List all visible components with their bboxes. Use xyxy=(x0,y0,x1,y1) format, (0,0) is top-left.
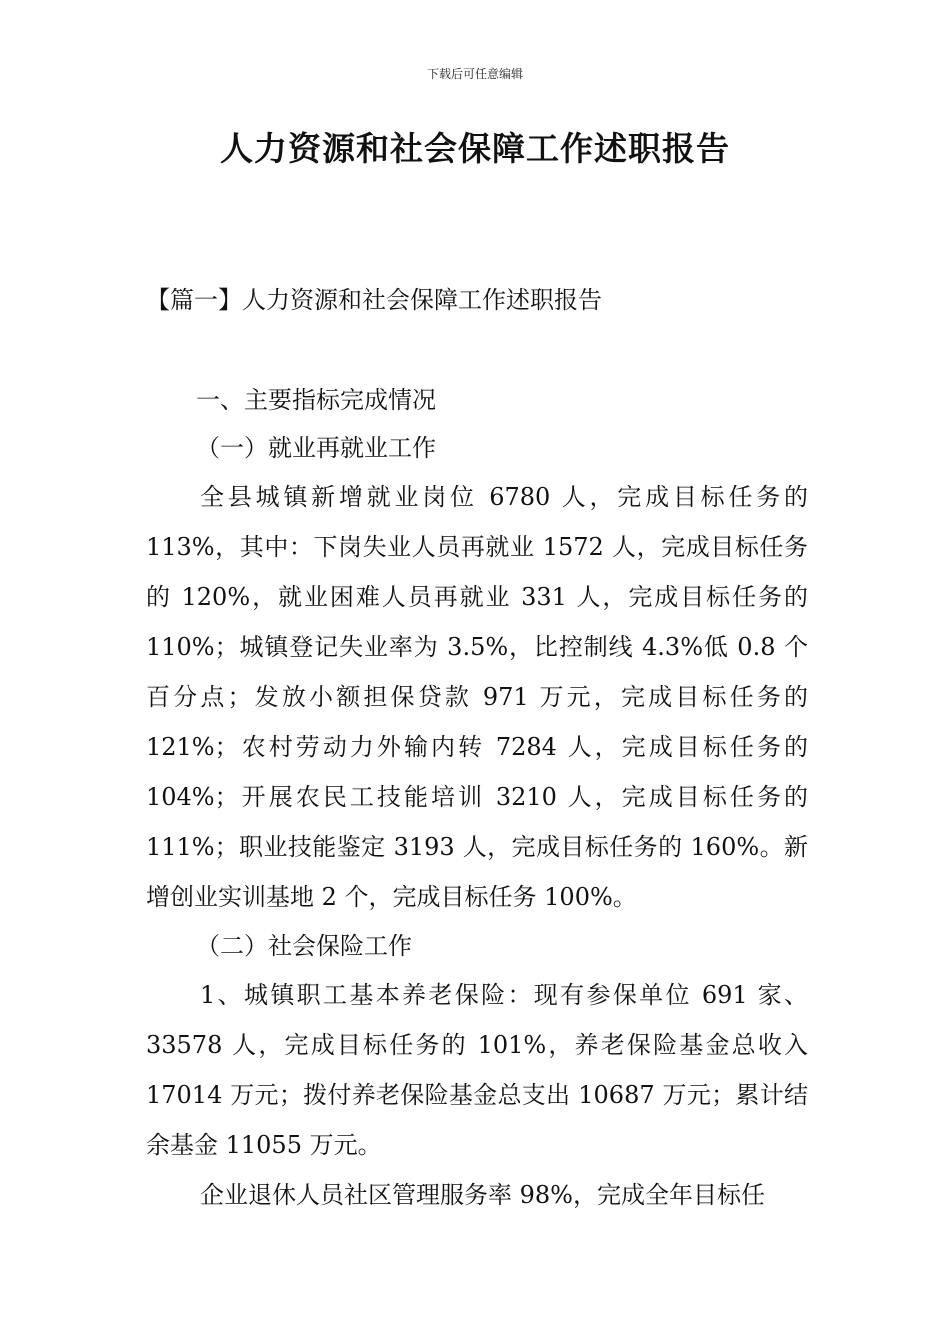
document-title: 人力资源和社会保障工作述职报告 xyxy=(220,129,730,168)
header-note: 下载后可任意编辑 xyxy=(426,67,523,81)
heading-main-indicators: 一、主要指标完成情况 xyxy=(196,386,436,414)
paragraph-employment: 全县城镇新增就业岗位 6780 人，完成目标任务的 113%，其中：下岗失业人员再就业 1572 人，完成目标任务的 120%，就业困难人员再就业 331 人，完成目标任务的 110%；城镇登记失业率为 3.5%，比控制线 4.3%低 0.8 个百分点；发放小额担保贷款 971 万元，完成目标任务的 121%；农村劳动力外输内转 7284 人，完成目标任务的 104%；开展农民工技能培训 3210 人，完成目标任务的 111%；职业技能鉴定 3193 人，完成目标任务的 160%。新增创业实训基地 2 个，完成目标任务 100%。 xyxy=(146,483,808,911)
subheading-employment: （一）就业再就业工作 xyxy=(196,434,436,462)
paragraph-pension-insurance: 1、城镇职工基本养老保险：现有参保单位 691 家、33578 人，完成目标任务的 101%，养老保险基金总收入 17014 万元；拨付养老保险基金总支出 10687 万元；累计结余基金 11055 万元。 xyxy=(146,981,808,1159)
subheading-social-insurance: （二）社会保险工作 xyxy=(196,932,412,960)
section-heading: 【篇一】人力资源和社会保障工作述职报告 xyxy=(146,286,602,314)
paragraph-retiree-management: 企业退休人员社区管理服务率 98%，完成全年目标任 xyxy=(200,1181,765,1209)
